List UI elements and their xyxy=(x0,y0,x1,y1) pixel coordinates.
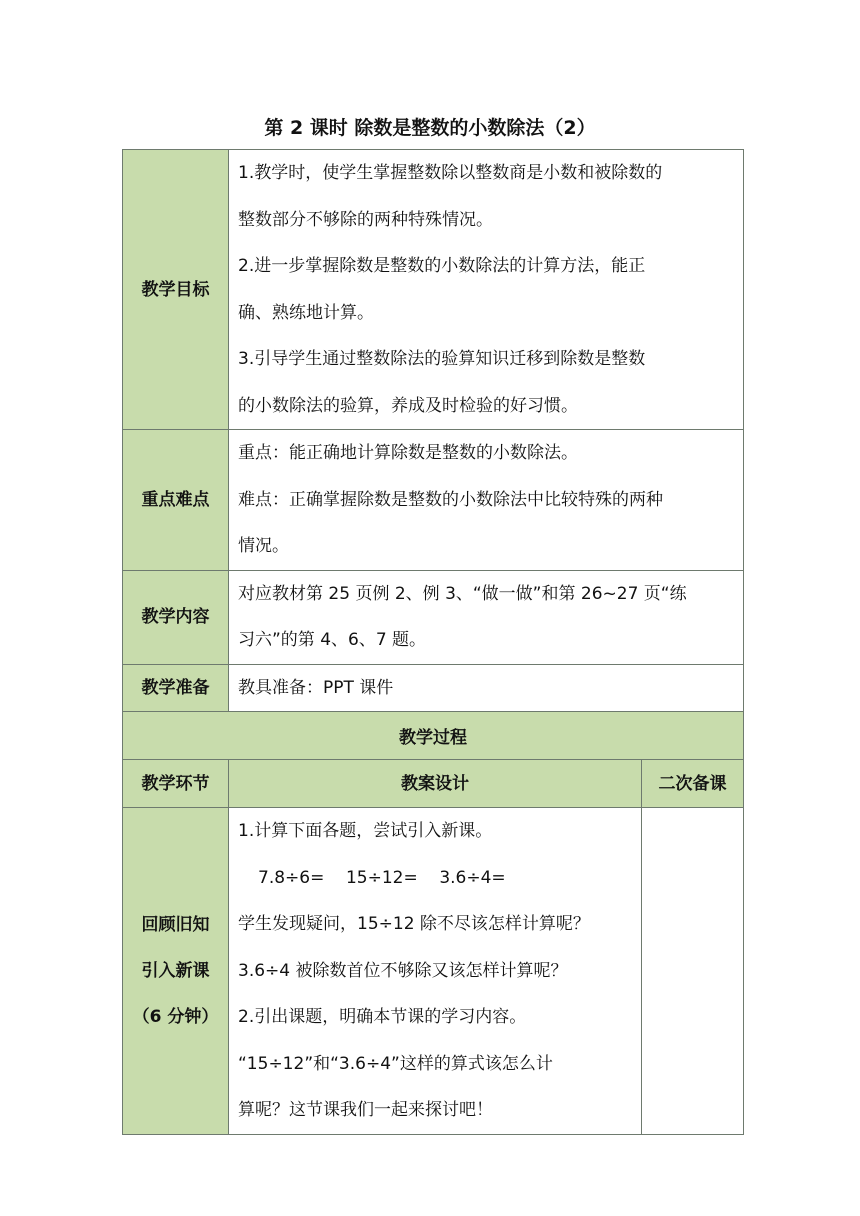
header-stage: 教学环节 xyxy=(123,760,229,808)
content-text xyxy=(229,570,744,664)
keypoints-label: 重点难点 xyxy=(123,430,229,571)
keypoints-row xyxy=(123,430,744,571)
keypoints-line: 情况。 xyxy=(238,536,289,556)
content-row xyxy=(123,570,744,664)
goals-line: 3.引导学生通过整数除法的验算知识迁移到除数是整数 xyxy=(238,349,646,369)
header-design: 教案设计 xyxy=(229,760,642,808)
process-header-row xyxy=(123,760,744,808)
review-line: 2.引出课题，明确本节课的学习内容。 xyxy=(238,1007,527,1027)
goals-line: 2.进一步掌握除数是整数的小数除法的计算方法，能正 xyxy=(238,256,646,276)
review-content xyxy=(229,808,642,1135)
lesson-title: 第 2 课时 除数是整数的小数除法（2） xyxy=(264,117,596,139)
review-line: “15÷12”和“3.6÷4”这样的算式该怎么计 xyxy=(238,1053,553,1074)
goals-line: 的小数除法的验算，养成及时检验的好习惯。 xyxy=(238,395,578,416)
goals-line: 整数部分不够除的两种特殊情况。 xyxy=(238,209,493,230)
review-row xyxy=(123,808,744,1135)
process-heading: 教学过程 xyxy=(123,712,744,760)
keypoints-line: 难点：正确掌握除数是整数的小数除法中比较特殊的两种 xyxy=(238,489,663,510)
goals-line: 1.教学时，使学生掌握整数除以整数商是小数和被除数的 xyxy=(238,163,663,183)
goals-content xyxy=(229,150,744,430)
content-label: 教学内容 xyxy=(123,570,229,664)
content-line: 习六”的第 4、6、7 题。 xyxy=(238,630,427,650)
content-line: 对应教材第 25 页例 2、例 3、“做一做”和第 26~27 页“练 xyxy=(238,583,687,604)
header-revision: 二次备课 xyxy=(642,760,744,808)
goals-label: 教学目标 xyxy=(123,150,229,430)
review-label xyxy=(123,808,229,1135)
review-line: 3.6÷4 被除数首位不够除又该怎样计算呢？ xyxy=(238,960,568,981)
review-line: 算呢？这节课我们一起来探讨吧！ xyxy=(238,1100,493,1120)
keypoints-content xyxy=(229,430,744,571)
goals-line: 确、熟练地计算。 xyxy=(238,302,374,323)
review-revision-cell xyxy=(642,808,744,1135)
prep-row xyxy=(123,664,744,712)
keypoints-line: 重点：能正确地计算除数是整数的小数除法。 xyxy=(238,443,578,463)
goals-row xyxy=(123,150,744,430)
review-label-line: （6 分钟） xyxy=(132,1006,219,1027)
review-label-line: 回顾旧知 xyxy=(141,914,210,935)
prep-label: 教学准备 xyxy=(123,664,229,712)
process-heading-row xyxy=(123,712,744,760)
prep-text: 教具准备：PPT 课件 xyxy=(229,664,744,712)
review-label-line: 引入新课 xyxy=(141,960,210,981)
review-equations: 7.8÷6= 15÷12= 3.6÷4= xyxy=(258,867,506,888)
review-line: 学生发现疑问，15÷12 除不尽该怎样计算呢？ xyxy=(238,914,590,934)
review-line: 1.计算下面各题，尝试引入新课。 xyxy=(238,821,493,841)
lesson-plan-table xyxy=(122,149,744,1135)
